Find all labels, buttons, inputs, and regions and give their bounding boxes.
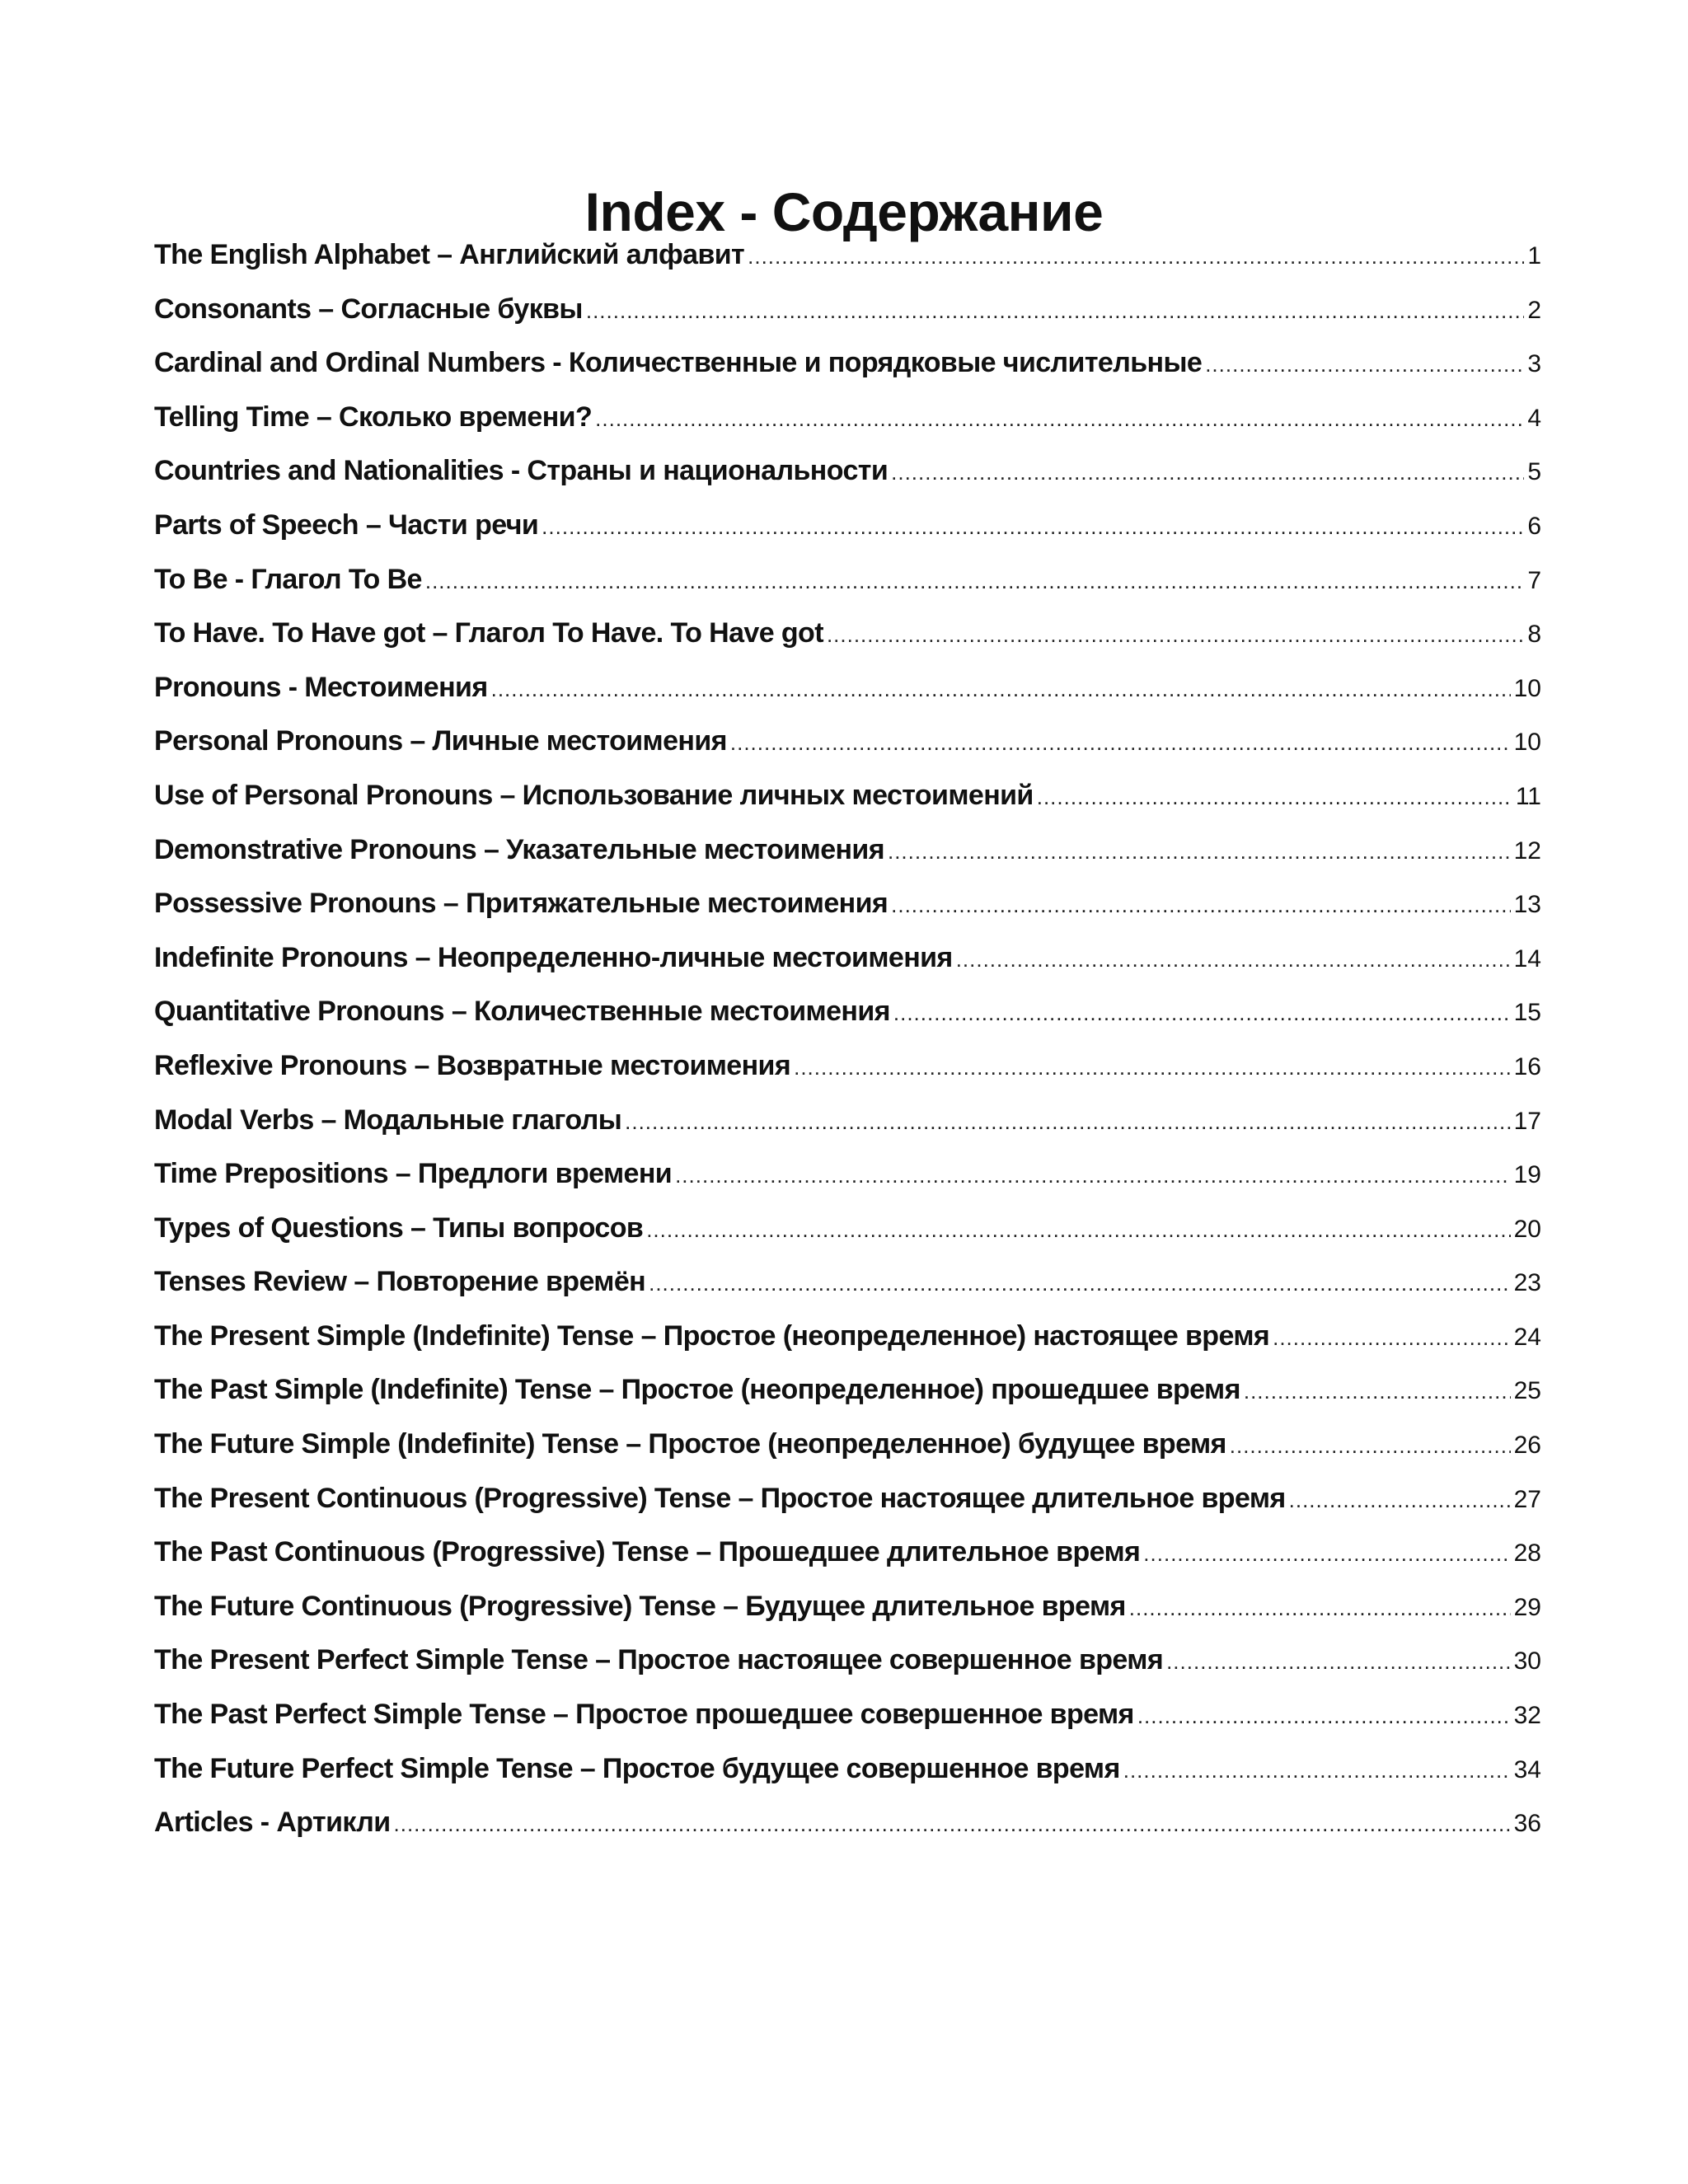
toc-entry[interactable] — [154, 1694, 1541, 1749]
dot-leader — [595, 399, 1524, 438]
toc-entry-page-number[interactable]: 12 — [1513, 837, 1541, 865]
toc-entry-title[interactable]: Types of Questions – Типы вопросов — [154, 1212, 644, 1244]
toc-entry[interactable] — [154, 1316, 1541, 1371]
toc-entry-page-number[interactable]: 16 — [1513, 1052, 1541, 1080]
toc-entry[interactable] — [154, 560, 1541, 614]
toc-entry[interactable] — [154, 1046, 1541, 1100]
toc-entry-title[interactable]: Indefinite Pronouns – Неопределенно-личные местоимения — [154, 941, 953, 973]
dot-leader — [794, 1047, 1511, 1087]
toc-entry-page-number[interactable]: 8 — [1527, 621, 1541, 649]
toc-entry[interactable] — [154, 1208, 1541, 1263]
toc-entry-page-number[interactable]: 24 — [1513, 1323, 1541, 1351]
toc-entry-title[interactable]: Countries and Nationalities - Страны и национальности — [154, 455, 889, 487]
toc-entry[interactable] — [154, 938, 1541, 992]
dot-leader — [1230, 1426, 1511, 1465]
toc-entry-title[interactable]: The Present Simple (Indefinite) Tense – Простое (неопределенное) настоящее время — [154, 1319, 1270, 1352]
toc-entry-page-number[interactable]: 10 — [1513, 674, 1541, 702]
toc-entry[interactable] — [154, 883, 1541, 938]
toc-entry-page-number[interactable]: 13 — [1513, 891, 1541, 919]
dot-leader — [748, 237, 1524, 276]
toc-entry-title[interactable]: Use of Personal Pronouns – Использование личных местоимений — [154, 779, 1034, 811]
toc-entry-title[interactable]: Parts of Speech – Части речи — [154, 509, 539, 541]
toc-entry[interactable] — [154, 289, 1541, 344]
table-of-contents — [154, 235, 1541, 1857]
toc-entry-page-number[interactable]: 14 — [1513, 944, 1541, 972]
toc-entry-page-number[interactable]: 23 — [1513, 1269, 1541, 1297]
toc-entry[interactable] — [154, 397, 1541, 452]
dot-leader — [1205, 344, 1524, 384]
dot-leader — [730, 723, 1511, 762]
toc-entry[interactable] — [154, 505, 1541, 560]
toc-entry-title[interactable]: Demonstrative Pronouns – Указательные местоимения — [154, 833, 884, 865]
dot-leader — [425, 561, 1524, 601]
dot-leader — [1273, 1318, 1511, 1357]
toc-entry-page-number[interactable]: 20 — [1513, 1215, 1541, 1243]
dot-leader — [893, 993, 1511, 1033]
toc-entry-page-number[interactable]: 5 — [1527, 458, 1541, 486]
dot-leader — [891, 885, 1511, 925]
dot-leader — [1123, 1750, 1511, 1790]
toc-entry-title[interactable]: The English Alphabet – Английский алфавит — [154, 239, 745, 270]
toc-entry[interactable] — [154, 1532, 1541, 1586]
toc-entry-title[interactable]: Possessive Pronouns – Притяжательные местоимения — [154, 888, 889, 920]
toc-entry[interactable] — [154, 1154, 1541, 1208]
toc-entry-title[interactable]: Consonants – Согласные буквы — [154, 293, 583, 325]
toc-entry-title[interactable]: Personal Pronouns – Личные местоимения — [154, 725, 727, 757]
toc-entry[interactable] — [154, 613, 1541, 668]
toc-entry-title[interactable]: The Future Perfect Simple Tense – Простое будущее совершенное время — [154, 1752, 1120, 1784]
toc-entry[interactable] — [154, 1479, 1541, 1533]
dot-leader — [888, 832, 1511, 871]
toc-entry-page-number[interactable]: 19 — [1513, 1161, 1541, 1189]
toc-entry[interactable] — [154, 776, 1541, 830]
dot-leader — [827, 615, 1524, 654]
toc-entry-title[interactable]: The Future Continuous (Progressive) Tense – Будущее длительное время — [154, 1590, 1126, 1622]
page-title: Index - Содержание — [584, 181, 1104, 243]
toc-entry[interactable] — [154, 1749, 1541, 1803]
toc-entry-page-number[interactable]: 2 — [1527, 296, 1541, 324]
toc-entry-page-number[interactable]: 34 — [1513, 1755, 1541, 1783]
toc-entry[interactable] — [154, 1262, 1541, 1316]
toc-entry[interactable] — [154, 1802, 1541, 1857]
toc-entry-title[interactable]: Quantitative Pronouns – Количественные местоимения — [154, 996, 890, 1028]
toc-entry-page-number[interactable]: 10 — [1513, 729, 1541, 757]
dot-leader — [1137, 1696, 1511, 1736]
toc-entry-title[interactable]: Modal Verbs – Модальные глаголы — [154, 1104, 622, 1136]
dot-leader — [542, 507, 1524, 546]
toc-entry[interactable] — [154, 451, 1541, 505]
toc-entry-page-number[interactable]: 3 — [1527, 350, 1541, 378]
toc-entry-page-number[interactable]: 36 — [1513, 1810, 1541, 1838]
toc-entry-page-number[interactable]: 17 — [1513, 1107, 1541, 1135]
toc-entry-title[interactable]: The Future Simple (Indefinite) Tense – Простое (неопределенное) будущее время — [154, 1428, 1226, 1460]
toc-entry-title[interactable]: Articles - Артикли — [154, 1807, 391, 1839]
toc-entry-page-number[interactable]: 6 — [1527, 512, 1541, 540]
toc-entry-page-number[interactable]: 25 — [1513, 1377, 1541, 1405]
dot-leader — [891, 452, 1524, 492]
toc-entry-title[interactable]: The Past Simple (Indefinite) Tense – Простое (неопределенное) прошедшее время — [154, 1374, 1240, 1406]
toc-entry-title[interactable]: Reflexive Pronouns – Возвратные местоимения — [154, 1049, 791, 1081]
dot-leader — [394, 1804, 1511, 1844]
toc-entry-title[interactable]: The Present Continuous (Progressive) Tense – Простое настоящее длительное время — [154, 1482, 1286, 1514]
toc-entry-title[interactable]: The Past Perfect Simple Tense – Простое прошедшее совершенное время — [154, 1699, 1134, 1731]
toc-entry-page-number[interactable]: 29 — [1513, 1593, 1541, 1621]
toc-entry-title[interactable]: Tenses Review – Повторение времён — [154, 1266, 646, 1298]
dot-leader — [956, 940, 1511, 979]
toc-entry[interactable] — [154, 1586, 1541, 1641]
toc-entry-page-number[interactable]: 30 — [1513, 1647, 1541, 1675]
toc-entry-page-number[interactable]: 7 — [1527, 566, 1541, 594]
toc-entry-title[interactable]: Telling Time – Сколько времени? — [154, 401, 593, 433]
dot-leader — [649, 1263, 1511, 1303]
dot-leader — [646, 1210, 1510, 1249]
toc-entry[interactable] — [154, 830, 1541, 884]
toc-entry[interactable] — [154, 1100, 1541, 1155]
toc-entry[interactable] — [154, 991, 1541, 1046]
dot-leader — [625, 1102, 1510, 1141]
toc-entry-page-number[interactable]: 11 — [1515, 782, 1541, 810]
toc-entry-page-number[interactable]: 28 — [1513, 1540, 1541, 1568]
toc-entry[interactable] — [154, 1424, 1541, 1479]
toc-entry[interactable] — [154, 343, 1541, 397]
dot-leader — [1037, 777, 1512, 817]
toc-entry-page-number[interactable]: 32 — [1513, 1702, 1541, 1730]
dot-leader — [586, 291, 1524, 330]
toc-entry-page-number[interactable]: 27 — [1513, 1485, 1541, 1513]
toc-entry-title[interactable]: To Have. To Have got – Глагол To Have. To Have got — [154, 617, 823, 649]
toc-entry-title[interactable]: The Past Continuous (Progressive) Tense – Прошедшее длительное время — [154, 1536, 1141, 1568]
toc-entry[interactable] — [154, 668, 1541, 722]
dot-leader — [1244, 1371, 1511, 1411]
toc-entry-title[interactable]: Time Prepositions – Предлоги времени — [154, 1158, 673, 1190]
dot-leader — [1289, 1480, 1511, 1520]
toc-entry-title[interactable]: Cardinal and Ordinal Numbers - Количественные и порядковые числительные — [154, 347, 1203, 379]
toc-entry[interactable] — [154, 1370, 1541, 1424]
dot-leader — [1166, 1642, 1511, 1681]
toc-entry-page-number[interactable]: 15 — [1513, 999, 1541, 1027]
toc-entry[interactable] — [154, 235, 1541, 289]
dot-leader — [675, 1155, 1511, 1195]
dot-leader — [491, 669, 1511, 709]
toc-entry-title[interactable]: The Present Perfect Simple Tense – Простое настоящее совершенное время — [154, 1644, 1164, 1676]
toc-entry[interactable] — [154, 721, 1541, 776]
toc-entry-page-number[interactable]: 1 — [1527, 242, 1541, 269]
toc-entry-title[interactable]: Pronouns - Местоимения — [154, 671, 488, 703]
toc-entry-title[interactable]: To Be - Глагол To Be — [154, 563, 422, 595]
toc-entry-page-number[interactable]: 4 — [1527, 404, 1541, 432]
dot-leader — [1129, 1588, 1511, 1628]
dot-leader — [1143, 1534, 1510, 1573]
toc-entry-page-number[interactable]: 26 — [1513, 1432, 1541, 1460]
toc-entry[interactable] — [154, 1640, 1541, 1694]
